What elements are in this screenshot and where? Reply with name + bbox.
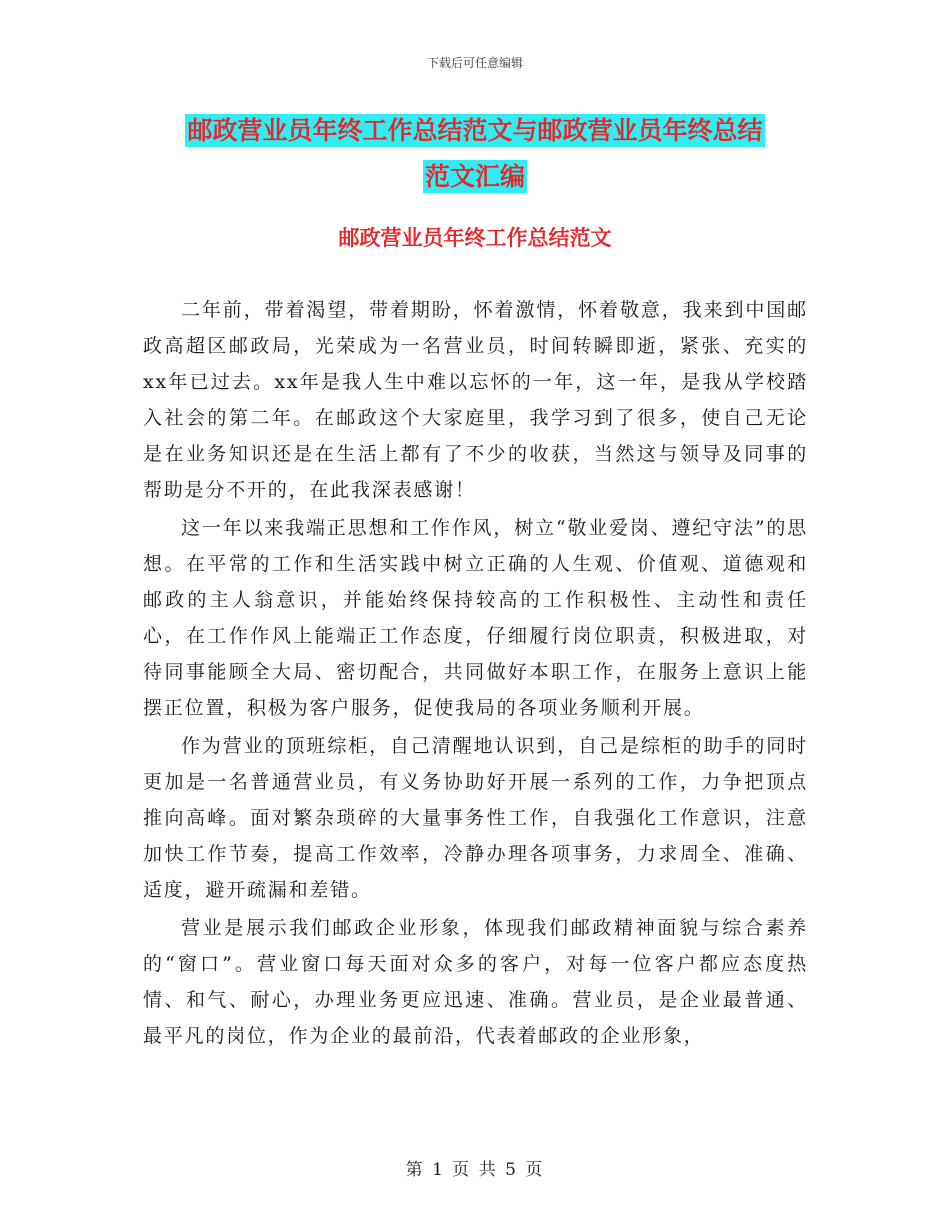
page-number-footer: 第 1 页 共 5 页 [405,1160,545,1180]
paragraph: 二年前，带着渴望，带着期盼，怀着激情，怀着敬意，我来到中国邮政高超区邮政局，光荣成为一名营业员，时间转瞬即逝，紧张、充实的xx年已过去。xx年是我人生中难以忘怀的一年，这一年，是我从学校踏入社会的第二年。在邮政这个大家庭里，我学习到了很多，使自己无论是在业务知识还是在生活上都有了不少的收获，当然这与领导及同事的帮助是分不开的，在此我深表感谢！ [143,299,808,501]
section-title: 邮政营业员年终工作总结范文 [338,226,612,250]
document-title [140,108,810,200]
header-note: 下载后可任意编辑 [426,56,523,70]
paragraph: 这一年以来我端正思想和工作作风，树立“敬业爱岗、遵纪守法”的思想。在平常的工作和生活实践中树立正确的人生观、价值观、道德观和邮政的主人翁意识，并能始终保持较高的工作积极性、主动性和责任心，在工作作风上能端正工作态度，仔细履行岗位职责，积极进取，对待同事能顾全大局、密切配合，共同做好本职工作，在服务上意识上能摆正位置，积极为客户服务，促使我局的各项业务顺利开展。 [143,517,808,719]
paragraph: 作为营业的顶班综柜，自己清醒地认识到，自己是综柜的助手的同时更加是一名普通营业员，有义务协助好开展一系列的工作，力争把顶点推向高峰。面对繁杂琐碎的大量事务性工作，自我强化工作意识，注意加快工作节奏，提高工作效率，冷静办理各项事务，力求周全、准确、适度，避开疏漏和差错。 [143,735,808,901]
body-text [143,292,808,1056]
document-title-line1: 邮政营业员年终工作总结范文与邮政营业员年终总结 [187,116,763,145]
document-title-line2: 范文汇编 [424,162,525,191]
paragraph: 营业是展示我们邮政企业形象，体现我们邮政精神面貌与综合素养的“窗口”。营业窗口每天面对众多的客户，对每一位客户都应态度热情、和气、耐心，办理业务更应迅速、准确。营业员，是企业最普通、最平凡的岗位，作为企业的最前沿，代表着邮政的企业形象， [143,917,808,1047]
